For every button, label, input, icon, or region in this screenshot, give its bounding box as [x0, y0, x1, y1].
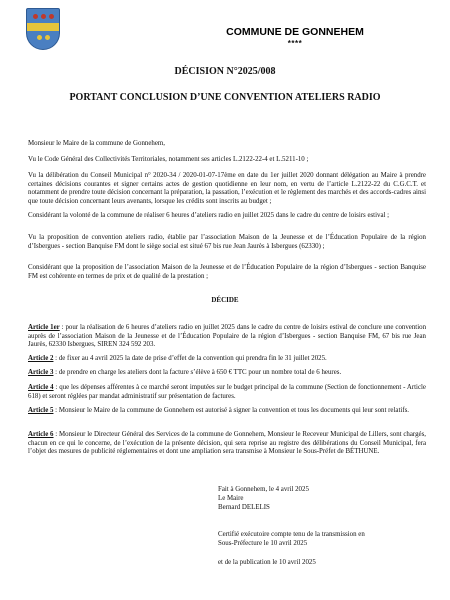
article-text: : Monsieur le Maire de la commune de Gonnehem est autorisé à signer la convention et tous les documents qui leur sont relatifs. [53, 407, 409, 414]
intro-paragraph: Considérant que la proposition de l’association Maison de la Jeunesse et de l’Éducation Populaire de la région d’Isbergues - section Banquise FM est cohérente en termes de prix et de qualité de la prestation ; [28, 264, 426, 280]
crest-emblem [37, 35, 42, 40]
header-stars: **** [287, 39, 303, 48]
decide-heading: DÉCIDE [211, 296, 239, 304]
article [28, 369, 426, 378]
article-text: : de prendre en charge les ateliers dont la facture s’élève à 650 € TTC pour un nombre total de 6 heures. [53, 369, 342, 376]
preamble [28, 212, 426, 221]
intro-paragraph: Monsieur le Maire de la commune de Gonnehem, [28, 140, 166, 147]
preamble [28, 172, 426, 206]
article [28, 407, 426, 416]
article-label: Article 3 [28, 369, 54, 376]
preamble [28, 140, 426, 149]
article-label: Article 4 [28, 384, 54, 391]
article-text: : de fixer au 4 avril 2025 la date de prise d’effet de la convention qui prendra fin le 31 juillet 2025. [53, 355, 327, 362]
article-text: : que les dépenses afférentes à ce marché seront imputées sur le budget principal de la commune (Section de fonctionnement - Article 618) et seront réglées par mandat administratif sur présentation de factures. [28, 384, 426, 400]
article-label: Article 6 [28, 431, 54, 438]
article [28, 431, 426, 457]
article [28, 324, 426, 350]
preamble [28, 234, 426, 251]
signature-role: Le Maire [218, 495, 244, 502]
intro-paragraph: Vu le Code Général des Collectivités Territoriales, notamment ses articles L.2122-22-4 et L.5211-10 ; [28, 156, 309, 163]
crest-emblem [33, 14, 38, 19]
preamble [28, 156, 426, 165]
article-text: : Monsieur le Directeur Général des Services de la commune de Gonnehem, Monsieur le Receveur Municipal de Lillers, sont chargés, chacun en ce qui le concerne, de l’exécution de la présente décision, qui sera reprise au registre des délibérations du Conseil Municipal, fera l’objet des mesures de publicité réglementaires et dont une ampliation sera transmise à Monsieur le Sous-Préfet de BÉTHUNE. [28, 431, 426, 456]
commune-title: COMMUNE DE GONNEHEM [226, 26, 364, 38]
certification-line: Sous-Préfecture le 10 avril 2025 [218, 540, 308, 547]
decision-number: DÉCISION N°2025/008 [174, 66, 276, 77]
intro-paragraph: Vu la délibération du Conseil Municipal n° 2020-34 / 2020-01-07-17ème en date du 1er juillet 2020 donnant délégation au Maire à prendre certaines décisions courantes et signer certains actes de gestion quotidienne en leur nom, en vertu de l’article L.2122-22 du C.G.C.T. et notamment de prendre toute décision concernant la préparation, la passation, l’exécution et le règlement des marchés et des accords-cadres ainsi que toute décision concernant leurs avenants, lorsque les crédits sont inscrits au budget ; [28, 172, 426, 205]
certification-line: Certifié exécutoire compte tenu de la transmission en [218, 531, 365, 538]
signature-name: Bernard DELELIS [218, 504, 270, 511]
publication-line: et de la publication le 10 avril 2025 [218, 559, 316, 566]
article-label: Article 5 [28, 407, 54, 414]
crest-emblem [45, 35, 50, 40]
intro-paragraph: Considérant la volonté de la commune de réaliser 6 heures d’ateliers radio en juillet 2025 dans le cadre du centre de loisirs estival ; [28, 212, 390, 219]
article-text: : pour la réalisation de 6 heures d’ateliers radio en juillet 2025 dans le cadre du centre de loisirs estival de conclure une convention auprès de l’association Maison de la Jeunesse et de l’Éducation Populaire de la région d’Isbergues - section Banquise FM, 67 bis rue Jean Jaurès, 62330 Isbergues, SIREN 324 592 203. [28, 324, 427, 349]
signature-place-date: Fait à Gonnehem, le 4 avril 2025 [218, 486, 309, 493]
crest-emblem [41, 14, 46, 19]
preamble [28, 264, 426, 281]
crest-emblem [49, 14, 54, 19]
intro-paragraph: Vu la proposition de convention ateliers radio, établie par l’association Maison de la Jeunesse et de l’Éducation Populaire de la région d’Isbergues - section Banquise FM dont le siège social est situé 67 bis rue Jean Jaurès à Isbergues (62330) ; [28, 234, 426, 250]
commune-crest [26, 8, 60, 50]
document-title: PORTANT CONCLUSION D’UNE CONVENTION ATELIERS RADIO [69, 92, 381, 103]
crest-band [27, 23, 59, 31]
article [28, 355, 426, 364]
article-label: Article 1er [28, 324, 60, 331]
article-label: Article 2 [28, 355, 54, 362]
article [28, 384, 426, 401]
